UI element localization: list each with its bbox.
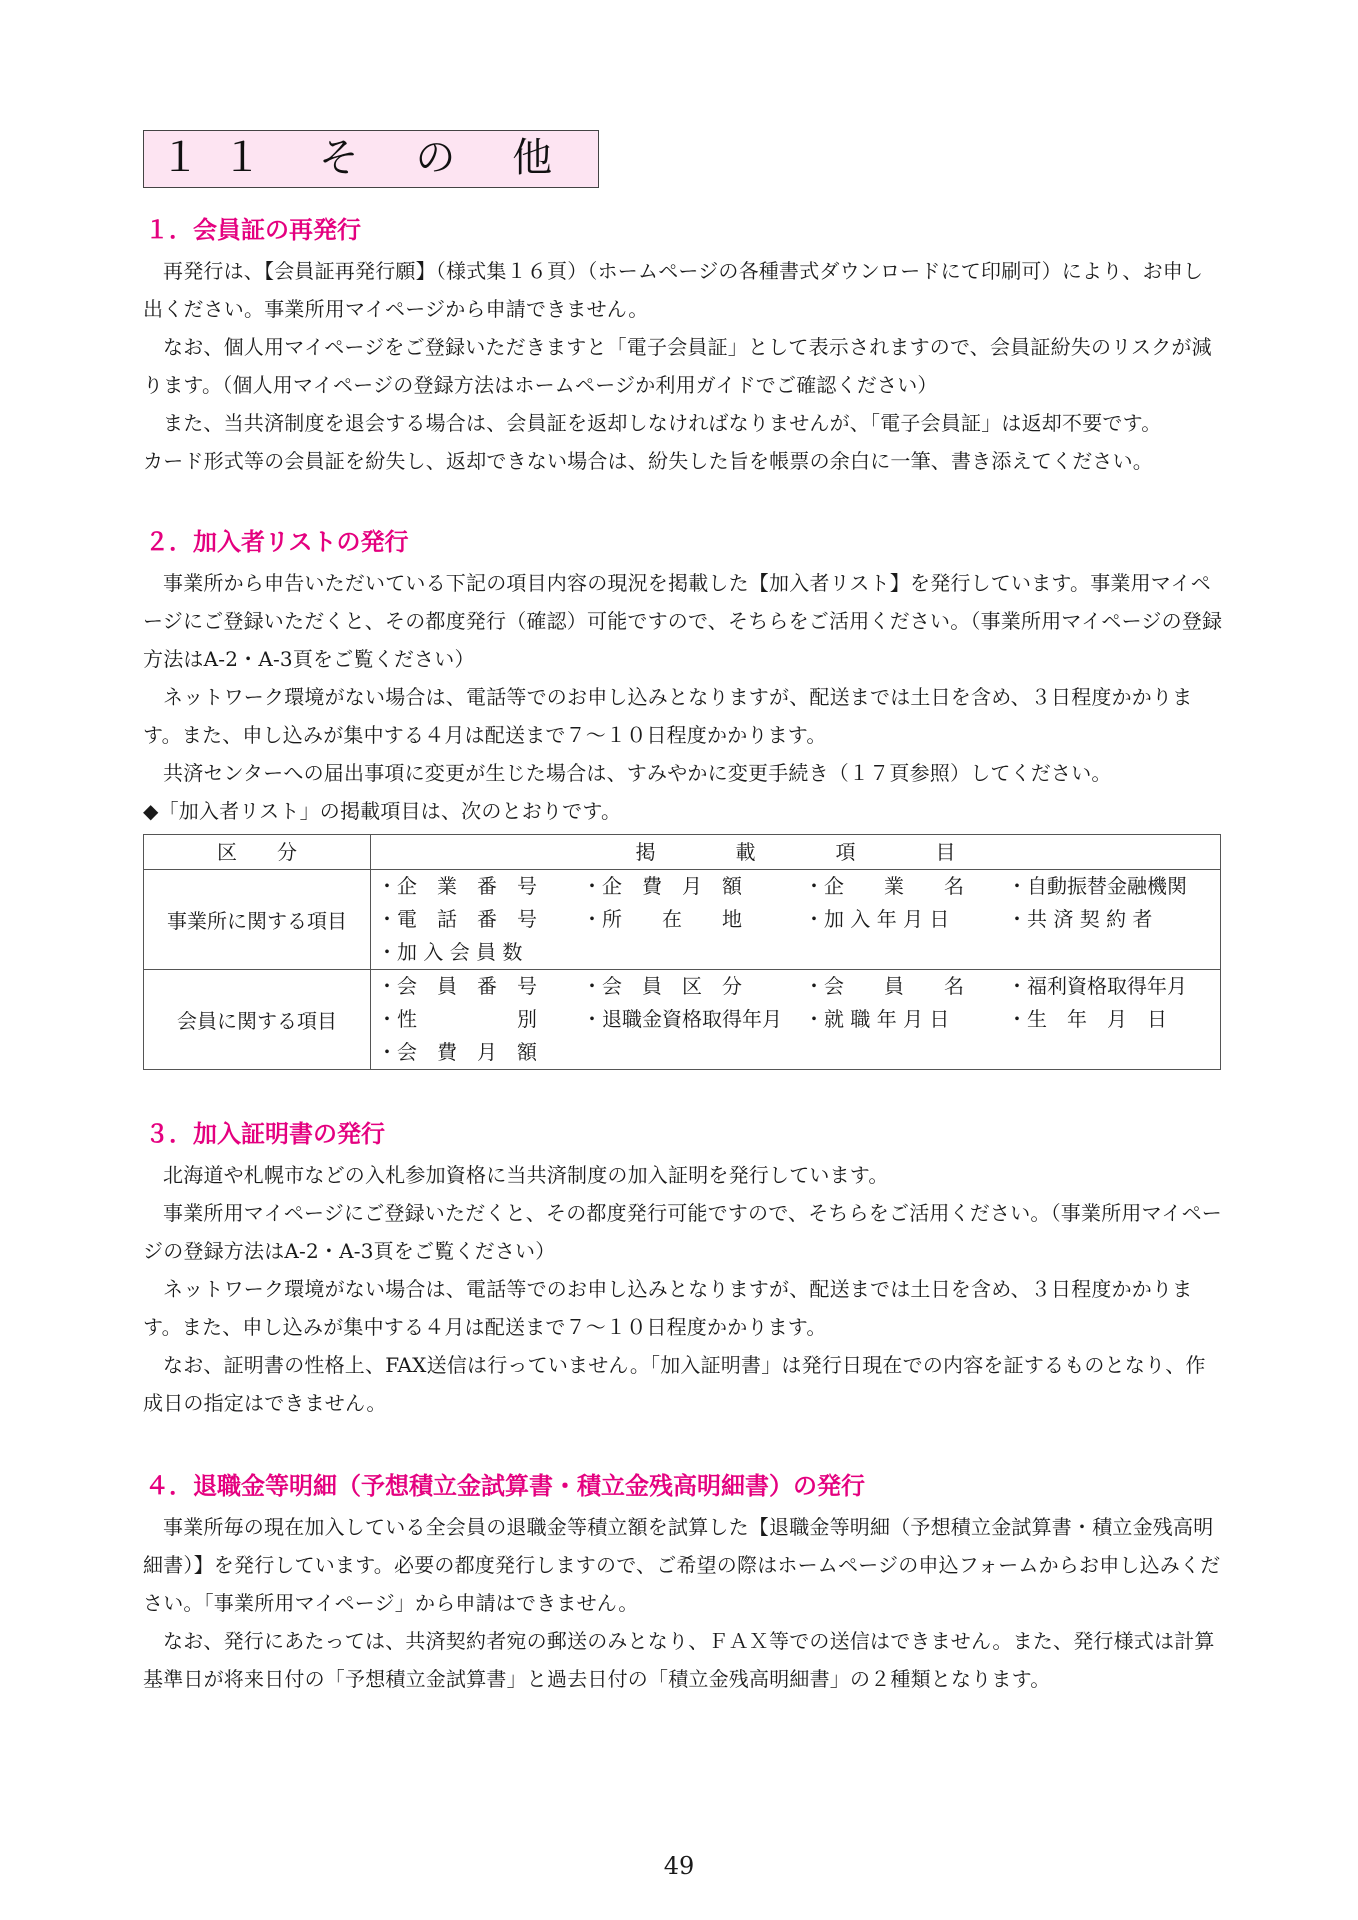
table-header-row (144, 835, 1221, 870)
row-items (371, 970, 1221, 1070)
table-item: ・会 員 名 (804, 974, 964, 998)
table-item: ・企 業 番 号 (377, 874, 537, 898)
paragraph: 共済センターへの届出事項に変更が生じた場合は、すみやかに変更手続き（１７頁参照）してください。 (163, 761, 1112, 785)
table-item: ・就 職 年 月 日 (804, 1007, 950, 1031)
page-number: 49 (663, 1852, 695, 1880)
paragraph: 事業所から申告いただいている下記の項目内容の現況を掲載した【加入者リスト】を発行しています。事業用マイページにご登録いただくと、その都度発行（確認）可能ですので、そちらをご活用ください。（事業所用マイページの登録方法はA-2・A-3頁をご覧ください） (143, 571, 1223, 671)
paragraph: なお、個人用マイページをご登録いただきますと「電子会員証」として表示されますので、会員証紛失のリスクが減ります。（個人用マイページの登録方法はホームページか利用ガイドでご確認ください） (143, 335, 1212, 397)
list-note: ◆「加入者リスト」の掲載項目は、次のとおりです。 (143, 799, 622, 823)
section-heading: １．会員証の再発行 (145, 216, 361, 244)
paragraph: なお、証明書の性格上、FAX送信は行っていません。「加入証明書」は発行日現在での内容を証するものとなり、作成日の指定はできません。 (143, 1353, 1206, 1415)
table-item: ・企 費 月 額 (582, 874, 742, 898)
table-item: ・会 費 月 額 (377, 1040, 537, 1064)
table-item: ・福利資格取得年月 (1007, 974, 1187, 998)
paragraph: カード形式等の会員証を紛失し、返却できない場合は、紛失した旨を帳票の余白に一筆、書き添えてください。 (143, 449, 1153, 473)
table-item: ・生 年 月 日 (1007, 1007, 1167, 1031)
table-item: ・所 在 地 (582, 907, 742, 931)
paragraph: 事業所毎の現在加入している全会員の退職金等積立額を試算した【退職金等明細（予想積立金試算書・積立金残高明細書）】を発行しています。必要の都度発行しますので、ご希望の際はホームページの申込フォームからお申し込みください。「事業所用マイページ」から申請はできません。 (143, 1515, 1221, 1615)
table-item: ・電 話 番 号 (377, 907, 537, 931)
paragraph: ネットワーク環境がない場合は、電話等でのお申し込みとなりますが、配送までは土日を含め、３日程度かかります。また、申し込みが集中する４月は配送まで７～１０日程度かかります。 (143, 685, 1193, 747)
page-content (143, 130, 1223, 1698)
table-item: ・性 別 (377, 1007, 537, 1031)
table-row (144, 870, 1221, 970)
row-category: 事業所に関する項目 (144, 870, 371, 970)
table-header-category: 区 分 (144, 835, 371, 870)
member-list-items-table (143, 834, 1221, 1070)
paragraph: 再発行は、【会員証再発行願】（様式集１６頁）（ホームページの各種書式ダウンロードにて印刷可）により、お申し出ください。事業所用マイページから申請できません。 (143, 259, 1204, 321)
table-item: ・退職金資格取得年月 (582, 1007, 782, 1031)
section-heading: ３．加入証明書の発行 (145, 1120, 385, 1148)
section-heading: ４．退職金等明細（予想積立金試算書・積立金残高明細書）の発行 (145, 1472, 865, 1500)
row-category: 会員に関する項目 (144, 970, 371, 1070)
table-item: ・会 員 区 分 (582, 974, 742, 998)
table-item: ・自動振替金融機関 (1007, 874, 1187, 898)
table-row (144, 970, 1221, 1070)
table-item: ・共 済 契 約 者 (1007, 907, 1153, 931)
table-item: ・会 員 番 号 (377, 974, 537, 998)
table-item: ・加 入 年 月 日 (804, 907, 950, 931)
chapter-title: １１ そ の 他 (143, 130, 599, 188)
section-heading: ２．加入者リストの発行 (145, 528, 409, 556)
table-item: ・企 業 名 (804, 874, 964, 898)
table-item: ・加 入 会 員 数 (377, 940, 523, 964)
paragraph: 北海道や札幌市などの入札参加資格に当共済制度の加入証明を発行しています。 (163, 1163, 889, 1187)
row-items (371, 870, 1221, 970)
paragraph: 事業所用マイページにご登録いただくと、その都度発行可能ですので、そちらをご活用ください。（事業所用マイページの登録方法はA-2・A-3頁をご覧ください） (143, 1201, 1222, 1263)
paragraph: なお、発行にあたっては、共済契約者宛の郵送のみとなり、ＦＡＸ等での送信はできません。また、発行様式は計算基準日が将来日付の「予想積立金試算書」と過去日付の「積立金残高明細書」の２種類となります。 (143, 1629, 1215, 1691)
paragraph: ネットワーク環境がない場合は、電話等でのお申し込みとなりますが、配送までは土日を含め、３日程度かかります。また、申し込みが集中する４月は配送まで７～１０日程度かかります。 (143, 1277, 1193, 1339)
table-header-items: 掲 載 項 目 (371, 835, 1221, 870)
paragraph: また、当共済制度を退会する場合は、会員証を返却しなければなりませんが、「電子会員証」は返却不要です。 (163, 411, 1162, 435)
